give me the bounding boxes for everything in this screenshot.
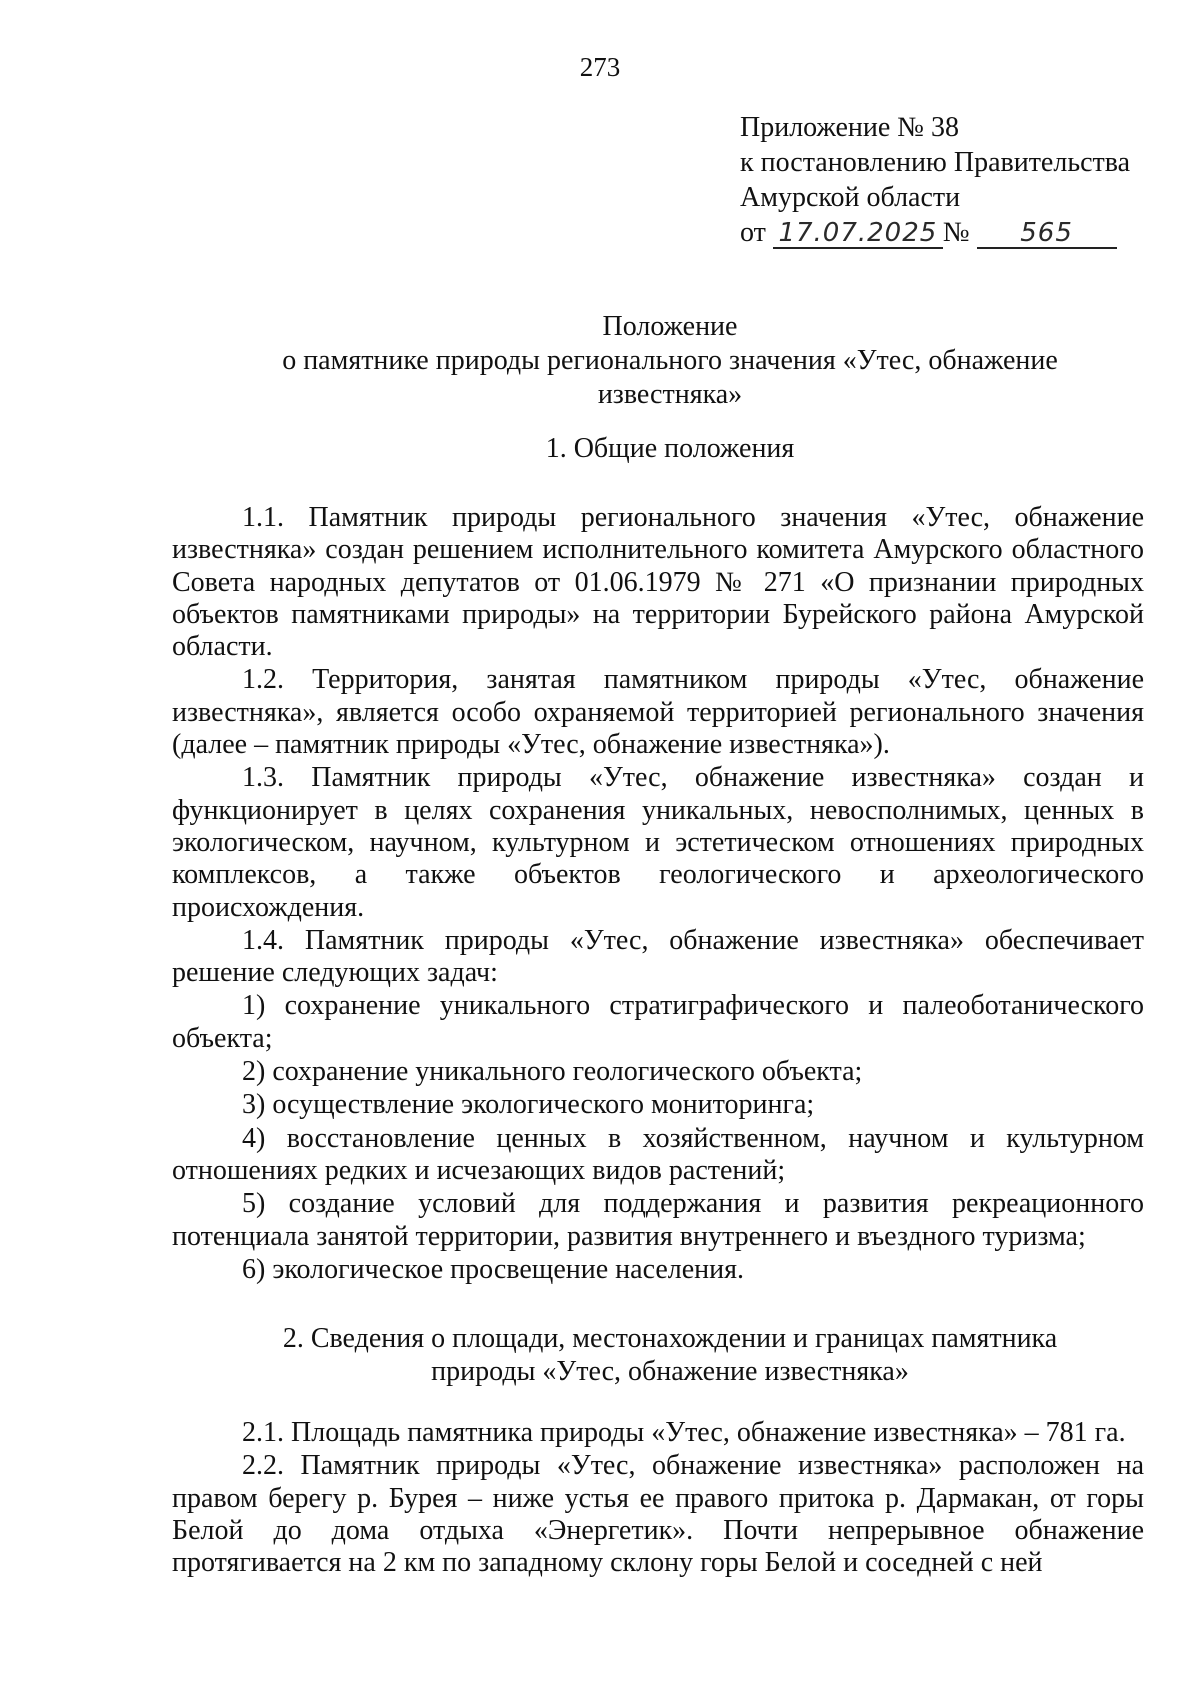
from-label: от xyxy=(740,217,766,248)
annex-date-number-row xyxy=(740,215,1160,250)
task-item-3: 3) осуществление экологического мониторинга; xyxy=(242,1089,815,1121)
paragraph-2-2: 2.2. Памятник природы «Утес, обнажение известняка» расположен на правом берегу р. Бурея – ниже устья ее правого притока р. Дармакан, от горы Белой до дома отдыха «Энергетик». Почти непрерывное обнажение протягивается на 2 км по западному склону горы Белой и соседней с ней xyxy=(172,1450,1144,1579)
section-2-heading xyxy=(170,1322,1170,1388)
task-item-4: 4) восстановление ценных в хозяйственном, научном и культурном отношениях редких и исчезающих видов растений; xyxy=(172,1122,1144,1186)
annex-header xyxy=(740,110,1160,250)
number-field xyxy=(977,219,1117,249)
task-item-2: 2) сохранение уникального геологического объекта; xyxy=(242,1056,863,1088)
task-item-1: 1) сохранение уникального стратиграфического и палеоботанического объекта; xyxy=(172,990,1144,1054)
title-line-3: известняка» xyxy=(597,379,743,410)
paragraph-1-1: 1.1. Памятник природы регионального значения «Утес, обнажение известняка» создан решением исполнительного комитета Амурского областного Совета народных депутатов от 01.06.1979 № 271 «О признании природных объектов памятниками природы» на территории Бурейского района Амурской области. xyxy=(172,502,1144,663)
paragraph-2-1: 2.1. Площадь памятника природы «Утес, обнажение известняка» – 781 га. xyxy=(242,1417,1126,1448)
section-1-body xyxy=(172,502,1144,1287)
paragraph-1-4: 1.4. Памятник природы «Утес, обнажение известняка» обеспечивает решение следующих задач: xyxy=(172,924,1144,989)
title-line-1: Положение xyxy=(602,311,738,342)
section-1-heading: 1. Общие положения xyxy=(545,433,795,464)
task-item-5: 5) создание условий для поддержания и развития рекреационного потенциала занятой территории, развития внутреннего и въездного туризма; xyxy=(172,1188,1144,1252)
section-2-heading-line-2: природы «Утес, обнажение известняка» xyxy=(431,1356,909,1387)
page-number: 273 xyxy=(579,52,621,82)
number-label: № xyxy=(942,217,970,248)
document-title xyxy=(170,310,1170,412)
handwritten-date: 17.07.2025 xyxy=(778,218,938,248)
annex-resolution-line: к постановлению Правительства xyxy=(740,147,1131,178)
task-item-6: 6) экологическое просвещение населения. xyxy=(242,1253,745,1285)
section-2-body xyxy=(172,1417,1144,1580)
date-field xyxy=(773,219,943,249)
annex-number: Приложение № 38 xyxy=(740,112,959,143)
annex-region-line: Амурской области xyxy=(740,182,961,213)
handwritten-number: 565 xyxy=(1020,218,1073,248)
paragraph-1-2: 1.2. Территория, занятая памятником природы «Утес, обнажение известняка», является особо охраняемой территорией регионального значения (далее – памятник природы «Утес, обнажение известняка»). xyxy=(172,664,1144,761)
section-2-heading-line-1: 2. Сведения о площади, местонахождении и границах памятника xyxy=(282,1323,1058,1354)
paragraph-1-3: 1.3. Памятник природы «Утес, обнажение известняка» создан и функционирует в целях сохранения уникальных, невосполнимых, ценных в экологическом, научном, культурном и эстетическом отношениях природных комплексов, а также объектов геологического и археологического происхождения. xyxy=(172,762,1144,923)
title-line-2: о памятнике природы регионального значения «Утес, обнажение xyxy=(282,345,1058,376)
